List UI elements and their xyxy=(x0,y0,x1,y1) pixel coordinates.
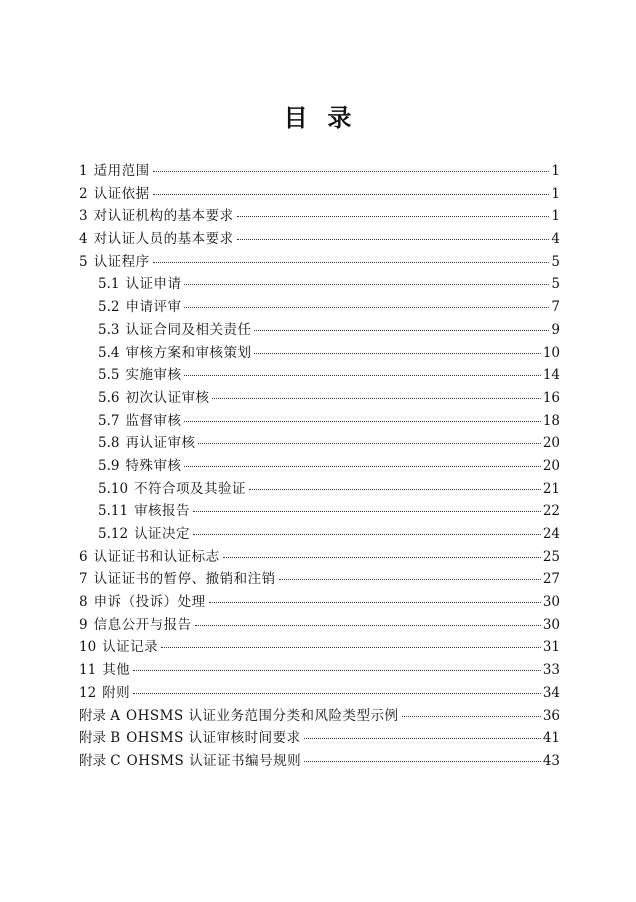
toc-entry-number: 5.12 xyxy=(98,526,129,542)
toc-entry-number: 9 xyxy=(79,616,88,633)
toc-dot-leader xyxy=(198,443,540,444)
toc-entry-title: 认证程序 xyxy=(93,253,150,270)
toc-entry-page-number: 9 xyxy=(551,321,560,338)
toc-entry[interactable] xyxy=(79,342,560,365)
toc-dot-leader xyxy=(254,353,540,354)
toc-entry-page-number: 31 xyxy=(542,639,560,656)
toc-entry-number: 10 xyxy=(79,639,97,656)
toc-entry-page-number: 14 xyxy=(542,367,560,384)
toc-entry-number: 12 xyxy=(79,684,97,701)
toc-entry-title: OHSMS 认证证书编号规则 xyxy=(126,752,302,769)
toc-dot-leader xyxy=(193,511,541,512)
toc-entry-number: 5.9 xyxy=(98,457,120,474)
toc-entry[interactable] xyxy=(79,432,560,455)
toc-entry-number: 5.3 xyxy=(98,321,120,338)
toc-entry[interactable] xyxy=(79,410,560,433)
toc-entry-number: 5.10 xyxy=(98,480,129,497)
toc-entry[interactable] xyxy=(79,614,560,637)
toc-entry[interactable] xyxy=(79,387,560,410)
toc-entry[interactable] xyxy=(79,636,560,659)
toc-entry-number: 4 xyxy=(79,231,88,248)
toc-entry-page-number: 1 xyxy=(551,163,560,179)
toc-entry[interactable] xyxy=(79,727,560,750)
toc-entry-page-number: 24 xyxy=(542,526,560,542)
toc-entry-page-number: 20 xyxy=(542,435,560,452)
toc-entry-number: 5.6 xyxy=(98,389,120,406)
toc-dot-leader xyxy=(279,579,541,580)
toc-dot-leader xyxy=(184,284,549,285)
toc-entry-number: 5.8 xyxy=(98,435,120,452)
toc-entry-page-number: 1 xyxy=(551,185,560,202)
toc-dot-leader xyxy=(161,647,541,648)
toc-entry-number: 5.1 xyxy=(98,276,120,293)
toc-entry-number: 5.4 xyxy=(98,344,120,361)
toc-entry-page-number: 4 xyxy=(551,231,560,248)
toc-entry-page-number: 30 xyxy=(542,616,560,633)
toc-entry-page-number: 41 xyxy=(542,730,560,747)
toc-entry[interactable] xyxy=(79,228,560,251)
toc-entry-number: 5.2 xyxy=(98,299,120,316)
toc-entry-page-number: 22 xyxy=(542,503,560,520)
toc-dot-leader xyxy=(402,716,541,717)
toc-entry[interactable] xyxy=(79,160,560,183)
toc-entry-number: 11 xyxy=(79,662,97,679)
toc-entry[interactable] xyxy=(79,364,560,387)
toc-entry-number: 5.7 xyxy=(98,412,120,429)
toc-entry-title: 不符合项及其验证 xyxy=(134,480,247,497)
toc-entry[interactable] xyxy=(79,546,560,569)
toc-entry-title: 对认证机构的基本要求 xyxy=(93,208,234,225)
toc-entry-page-number: 5 xyxy=(551,253,560,270)
toc-entry-page-number: 10 xyxy=(542,344,560,361)
toc-dot-leader xyxy=(153,194,550,195)
page-title: 目 录 xyxy=(283,103,353,132)
toc-entry[interactable] xyxy=(79,682,560,705)
toc-dot-leader xyxy=(209,602,541,603)
toc-entry-title: 特殊审核 xyxy=(125,457,182,474)
toc-entry-title: 认证决定 xyxy=(134,526,191,542)
toc-entry-title: 初次认证审核 xyxy=(125,389,210,406)
toc-entry[interactable] xyxy=(79,478,560,501)
toc-entry[interactable] xyxy=(79,183,560,206)
toc-entry-page-number: 7 xyxy=(551,299,560,316)
toc-entry-number: 1 xyxy=(79,163,88,179)
toc-entry[interactable] xyxy=(79,568,560,591)
toc-entry-page-number: 1 xyxy=(551,208,560,225)
toc-dot-leader xyxy=(184,375,540,376)
toc-dot-leader xyxy=(133,670,541,671)
toc-entry-number: 附录 A xyxy=(79,707,121,724)
toc-dot-leader xyxy=(184,307,549,308)
toc-entry-title: 申请评审 xyxy=(125,299,182,316)
toc-entry-title: OHSMS 认证审核时间要求 xyxy=(126,730,301,747)
toc-entry-number: 3 xyxy=(79,208,88,225)
toc-entry-number: 8 xyxy=(79,594,88,611)
toc-entry-title: 适用范围 xyxy=(93,163,150,179)
toc-entry-title: 认证依据 xyxy=(93,185,150,202)
toc-dot-leader xyxy=(184,421,540,422)
toc-entry-title: 认证合同及相关责任 xyxy=(125,321,252,338)
toc-entry-title: 附则 xyxy=(102,684,131,701)
toc-entry-title: 认证申请 xyxy=(125,276,182,293)
toc-entry-title: 再认证审核 xyxy=(125,435,196,452)
toc-entry-number: 2 xyxy=(79,185,88,202)
toc-entry-page-number: 18 xyxy=(542,412,560,429)
toc-dot-leader xyxy=(153,262,550,263)
toc-entry-title: 审核报告 xyxy=(134,503,191,520)
toc-entry[interactable] xyxy=(79,659,560,682)
toc-entry[interactable] xyxy=(79,296,560,319)
toc-entry[interactable] xyxy=(79,319,560,342)
toc-entry-number: 5 xyxy=(79,253,88,270)
toc-dot-leader xyxy=(237,216,550,217)
toc-entry-page-number: 30 xyxy=(542,594,560,611)
toc-entry-title: 信息公开与报告 xyxy=(93,616,192,633)
toc-entry-number: 附录 C xyxy=(79,752,121,769)
toc-dot-leader xyxy=(304,761,541,762)
toc-entry-number: 附录 B xyxy=(79,730,121,747)
toc-entry-title: 监督审核 xyxy=(125,412,182,429)
toc-entry-title: 认证证书的暂停、撤销和注销 xyxy=(93,571,276,588)
toc-entry-page-number: 43 xyxy=(542,752,560,769)
toc-entry[interactable] xyxy=(79,523,560,546)
toc-entry-page-number: 27 xyxy=(542,571,560,588)
toc-entry-title: 申诉（投诉）处理 xyxy=(93,594,206,611)
toc-entry[interactable] xyxy=(79,500,560,523)
toc-entry-page-number: 20 xyxy=(542,457,560,474)
toc-entry-title: 对认证人员的基本要求 xyxy=(93,231,234,248)
toc-dot-leader xyxy=(184,466,540,467)
toc-entry-page-number: 16 xyxy=(542,389,560,406)
toc-entry-title: 其他 xyxy=(102,662,131,679)
toc-entry[interactable] xyxy=(79,205,560,228)
toc-entry-title: 认证记录 xyxy=(102,639,159,656)
toc-entry[interactable] xyxy=(79,273,560,296)
toc-entry[interactable] xyxy=(79,591,560,614)
toc-dot-leader xyxy=(195,625,541,626)
toc-entry[interactable] xyxy=(79,251,560,274)
toc-entry[interactable] xyxy=(79,455,560,478)
toc-entry[interactable] xyxy=(79,705,560,728)
toc-dot-leader xyxy=(153,171,550,172)
toc-dot-leader xyxy=(193,534,541,535)
toc-entry-page-number: 21 xyxy=(542,480,560,497)
toc-dot-leader xyxy=(223,557,541,558)
toc-entry-title: 实施审核 xyxy=(125,367,182,384)
toc-dot-leader xyxy=(237,239,550,240)
toc-dot-leader xyxy=(212,398,540,399)
toc-dot-leader xyxy=(254,330,549,331)
toc-entry[interactable] xyxy=(79,750,560,773)
toc-entry-number: 7 xyxy=(79,571,88,588)
toc-entry-page-number: 5 xyxy=(551,276,560,293)
toc-dot-leader xyxy=(133,693,541,694)
toc-entry-page-number: 25 xyxy=(542,548,560,565)
toc-entry-title: 审核方案和审核策划 xyxy=(125,344,252,361)
toc-entry-number: 6 xyxy=(79,548,88,565)
toc-entry-title: 认证证书和认证标志 xyxy=(93,548,220,565)
toc-entry-page-number: 34 xyxy=(542,684,560,701)
toc-dot-leader xyxy=(249,489,541,490)
toc-entry-page-number: 33 xyxy=(542,662,560,679)
toc-dot-leader xyxy=(304,738,541,739)
table-of-contents xyxy=(79,160,560,773)
toc-entry-page-number: 36 xyxy=(542,707,560,724)
toc-entry-number: 5.5 xyxy=(98,367,120,384)
toc-entry-title: OHSMS 认证业务范围分类和风险类型示例 xyxy=(126,707,399,724)
toc-entry-number: 5.11 xyxy=(98,503,129,520)
